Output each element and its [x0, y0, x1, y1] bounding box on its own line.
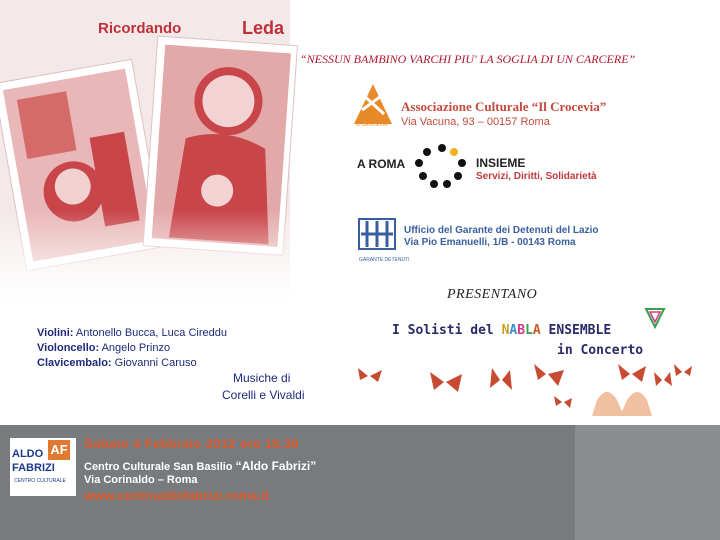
ensemble-title — [392, 323, 611, 338]
garante-line1: Ufficio del Garante dei Detenuti del Lazio — [404, 225, 599, 236]
butterflies-illustration — [352, 360, 702, 422]
nabla-triangle-icon — [645, 307, 665, 329]
nabla-letter: A — [509, 323, 518, 338]
photo-collage — [0, 0, 290, 300]
org-crocevia-address: Via Vacuna, 93 – 00157 Roma — [401, 116, 550, 128]
event-venue: Centro Culturale San Basilio “Aldo Fabrizi” — [84, 459, 317, 473]
title-leda: Leda — [242, 18, 285, 38]
presentano-label: PRESENTANO — [447, 287, 538, 302]
musicians-list — [37, 326, 227, 371]
event-address: Via Corinaldo – Roma — [84, 474, 198, 486]
ensemble-prefix: I Solisti del — [392, 323, 502, 338]
crocevia-logo-icon — [350, 80, 396, 128]
org-crocevia-name: Associazione Culturale “Il Crocevia” — [401, 99, 607, 114]
butterfly-icon — [490, 368, 512, 390]
nabla-letter: L — [525, 323, 533, 338]
butterfly-icon — [430, 372, 462, 392]
roma-insieme-right: INSIEME — [476, 156, 526, 170]
crocevia-logo-text: IL CROCEVIA — [356, 122, 388, 128]
event-date: Sabato 4 Febbraio 2012 ore 18.30 — [84, 436, 299, 451]
butterfly-icon — [534, 364, 564, 386]
nabla-word — [502, 323, 541, 338]
music-label: Musiche di — [233, 371, 291, 385]
af-badge: AF — [48, 440, 70, 460]
musician-row: Clavicembalo: Giovanni Caruso — [37, 357, 197, 369]
nabla-letter: A — [532, 323, 541, 338]
nabla-letter: N — [501, 323, 510, 338]
hands-icon — [592, 392, 652, 416]
garante-logo-icon — [357, 217, 410, 267]
butterfly-icon — [618, 364, 646, 382]
nabla-letter: B — [517, 323, 526, 338]
butterfly-icon — [358, 368, 382, 382]
butterfly-icon — [654, 372, 672, 386]
music-composers: Corelli e Vivaldi — [222, 388, 305, 402]
roma-insieme-left: A ROMA — [357, 157, 406, 171]
butterfly-icon — [554, 396, 572, 408]
musician-row: Violini: Antonello Bucca, Luca Cireddu — [37, 327, 227, 339]
event-website-link[interactable]: www.centroaldofabrizi.roma.it — [84, 488, 270, 503]
logo-line2: FABRIZI — [12, 462, 55, 474]
garante-line2: Via Pio Emanuelli, 1/B - 00143 Roma — [404, 237, 576, 248]
musician-row: Violoncello: Angelo Prinzo — [37, 342, 171, 354]
event-band-right — [575, 425, 720, 540]
roma-insieme-subtitle: Servizi, Diritti, Solidarietà — [476, 171, 597, 182]
ensemble-suffix: ENSEMBLE — [540, 323, 612, 338]
title-ricordando: Ricordando — [98, 20, 182, 37]
aldo-fabrizi-logo — [10, 438, 76, 496]
logo-line3: CENTRO CULTURALE — [14, 478, 66, 484]
roma-insieme-ring-icon — [412, 143, 472, 189]
garante-logo-text: GARANTE DETENUTI — [359, 257, 410, 263]
quote: “NESSUN BAMBINO VARCHI PIU' LA SOGLIA DI UN CARCERE” — [300, 52, 636, 66]
logo-line1: ALDO — [12, 448, 44, 460]
butterfly-icon — [674, 364, 692, 376]
ensemble-concerto: in Concerto — [557, 343, 644, 358]
